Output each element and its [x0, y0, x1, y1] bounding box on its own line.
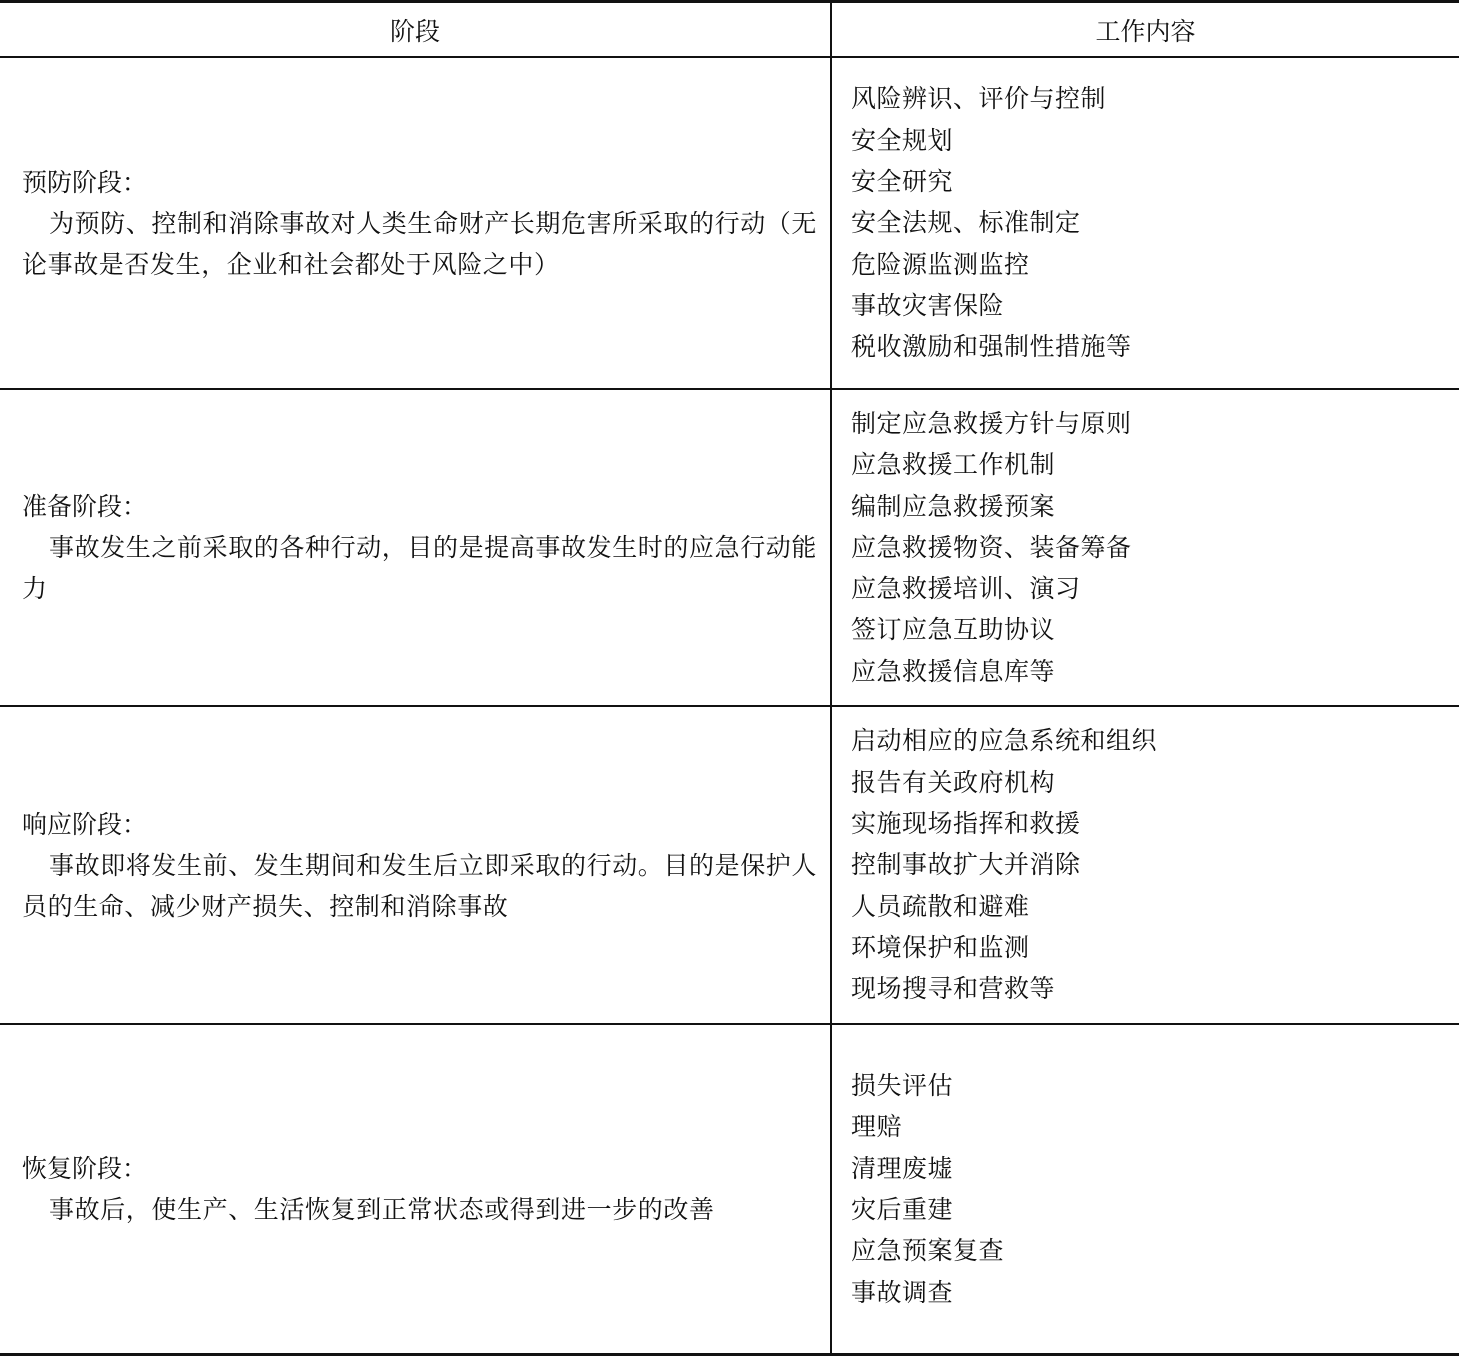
- stage-cell-preparation: [22, 390, 818, 705]
- stage-title: 准备阶段：: [22, 492, 148, 521]
- list-item: 税收激励和强制性措施等: [851, 332, 1132, 362]
- list-item: 应急救援工作机制: [851, 450, 1056, 480]
- stage-title: 响应阶段：: [22, 809, 148, 839]
- list-item: 理赔: [851, 1112, 903, 1142]
- list-item: 环境保护和监测: [851, 932, 1030, 962]
- stage-cell-prevention: [22, 58, 818, 388]
- stage-title: 预防阶段：: [22, 167, 148, 197]
- list-item: 损失评估: [851, 1071, 954, 1101]
- list-item: 编制应急救援预案: [851, 491, 1056, 521]
- list-item: 人员疏散和避难: [851, 891, 1030, 921]
- stage-cell-response: [22, 707, 818, 1023]
- header-work: 工作内容: [1095, 17, 1196, 46]
- table-bottom-rule: [0, 1353, 1459, 1356]
- list-item: 风险辨识、评价与控制: [851, 84, 1107, 114]
- list-item: 应急救援培训、演习: [851, 574, 1081, 604]
- work-cell-recovery: [851, 1025, 1441, 1353]
- stage-description: 事故后，使生产、生活恢复到正常状态或得到进一步的改善: [49, 1195, 715, 1224]
- list-item: 灾后重建: [851, 1195, 954, 1224]
- list-item: 事故灾害保险: [851, 290, 1005, 320]
- header-stage: 阶段: [389, 17, 440, 46]
- list-item: 实施现场指挥和救援: [851, 809, 1081, 839]
- stage-description: 为预防、控制和消除事故对人类生命财产长期危害所采取的行动（无论事故是否发生，企业和社会都处于风险之中）: [22, 208, 818, 279]
- list-item: 现场搜寻和营救等: [851, 974, 1056, 1004]
- stage-cell-recovery: [22, 1025, 818, 1353]
- list-item: 安全法规、标准制定: [851, 208, 1081, 238]
- work-cell-response: [851, 707, 1441, 1023]
- list-item: 事故调查: [851, 1277, 954, 1307]
- list-item: 制定应急救援方针与原则: [851, 408, 1132, 438]
- list-item: 签订应急互助协议: [851, 615, 1056, 645]
- list-item: 危险源监测监控: [851, 249, 1030, 279]
- list-item: 安全研究: [851, 167, 954, 197]
- list-item: 控制事故扩大并消除: [851, 850, 1081, 880]
- list-item: 报告有关政府机构: [851, 767, 1056, 797]
- list-item: 安全规划: [851, 125, 954, 155]
- column-divider: [830, 3, 832, 1354]
- stage-description: 事故即将发生前、发生期间和发生后立即采取的行动。目的是保护人员的生命、减少财产损失、控制和消除事故: [22, 850, 818, 921]
- list-item: 应急救援物资、装备筹备: [851, 532, 1132, 562]
- list-item: 应急预案复查: [851, 1236, 1005, 1266]
- list-item: 启动相应的应急系统和组织: [851, 726, 1158, 756]
- list-item: 应急救援信息库等: [851, 656, 1056, 686]
- work-cell-prevention: [851, 58, 1441, 388]
- list-item: 清理废墟: [851, 1153, 954, 1183]
- work-cell-preparation: [851, 390, 1441, 705]
- stage-description: 事故发生之前采取的各种行动，目的是提高事故发生时的应急行动能力: [22, 533, 818, 603]
- stage-title: 恢复阶段：: [22, 1154, 148, 1183]
